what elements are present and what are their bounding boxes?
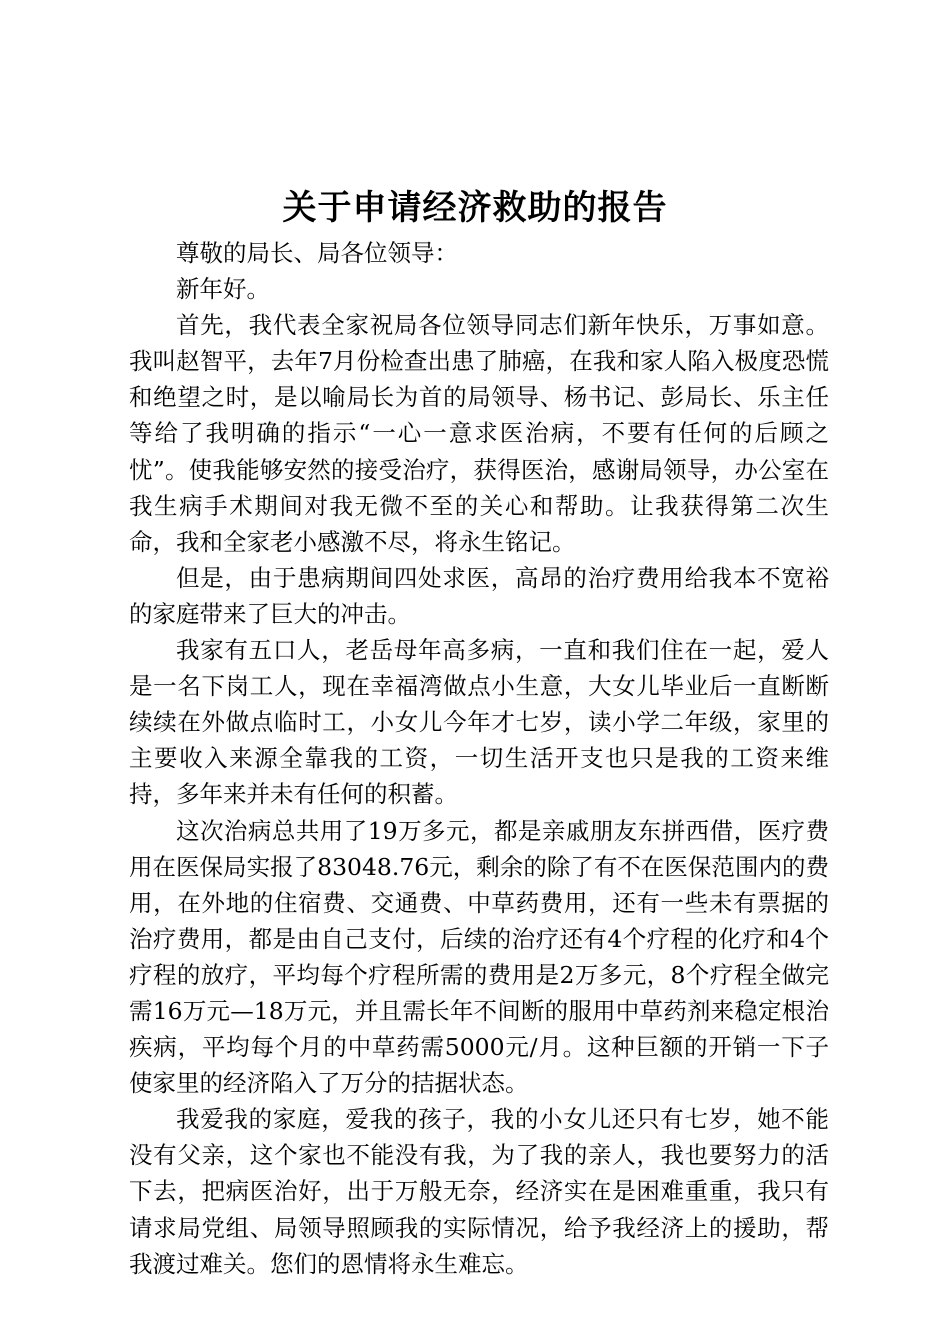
document-body — [129, 235, 829, 1282]
paragraph-family: 我家有五口人，老岳母年高多病，一直和我们住在一起，爱人是一名下岗工人，现在幸福湾做点小生意，大女儿毕业后一直断断续续在外做点临时工，小女儿今年才七岁，读小学二年级，家里的主要收入来源全靠我的工资，一切生活开支也只是我的工资来维持，多年来并未有任何的积蓄。 — [129, 636, 829, 809]
document-title: 关于申请经济救助的报告 — [282, 188, 668, 228]
paragraph-hardship: 但是，由于患病期间四处求医，高昂的治疗费用给我本不宽裕的家庭带来了巨大的冲击。 — [129, 563, 829, 628]
greeting: 新年好。 — [176, 275, 270, 304]
salutation: 尊敬的局长、局各位领导： — [176, 239, 458, 267]
paragraph-request: 我爱我的家庭，爱我的孩子，我的小女儿还只有七岁，她不能没有父亲，这个家也不能没有我，为了我的亲人，我也要努力的活下去，把病医治好，出于万般无奈，经济实在是困难重重，我只有请求局党组、局领导照顾我的实际情况，给予我经济上的援助，帮我渡过难关。您们的恩情将永生难忘。 — [129, 1105, 829, 1278]
paragraph-intro: 首先，我代表全家祝局各位领导同志们新年快乐，万事如意。我叫赵智平，去年7月份检查出患了肺癌，在我和家人陷入极度恐慌和绝望之时，是以喻局长为首的局领导、杨书记、彭局长、乐主任等给了我明确的指示“一心一意求医治病，不要有任何的后顾之忧”。使我能够安然的接受治疗，获得医治，感谢局领导，办公室在我生病手术期间对我无微不至的关心和帮助。让我获得第二次生命，我和全家老小感激不尽，将永生铭记。 — [129, 311, 829, 556]
paragraph-costs: 这次治病总共用了19万多元，都是亲戚朋友东拼西借，医疗费用在医保局实报了83048.76元，剩余的除了有不在医保范围内的费用，在外地的住宿费、交通费、中草药费用，还有一些未有票据的治疗费用，都是由自己支付，后续的治疗还有4个疗程的化疗和4个疗程的放疗，平均每个疗程所需的费用是2万多元，8个疗程全做完需16万元—18万元，并且需长年不间断的服用中草药剂来稳定根治疾病，平均每个月的中草药需5000元/月。这种巨额的开销一下子使家里的经济陷入了万分的拮据状态。 — [129, 816, 829, 1098]
